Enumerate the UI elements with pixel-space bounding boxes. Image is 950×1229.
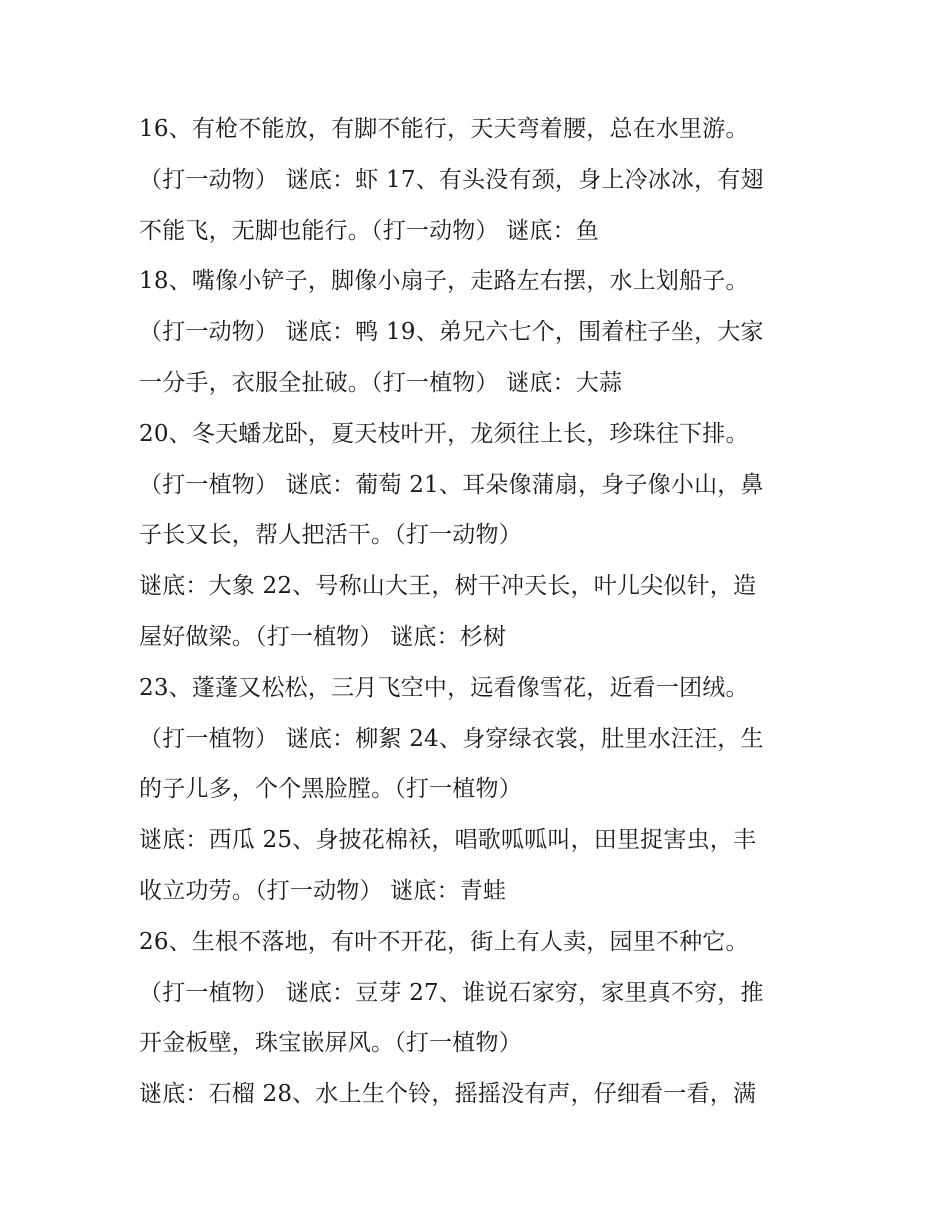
text-line: 不能飞，无脚也能行。（打一动物） 谜底：鱼: [139, 217, 600, 244]
text-line: 16、有枪不能放，有脚不能行，天天弯着腰，总在水里游。: [139, 116, 749, 142]
text-line: 谜底：大象 22、号称山大王，树干冲天长，叶儿尖似针，造: [139, 573, 757, 600]
text-line: 23、蓬蓬又松松，三月飞空中，远看像雪花，近看一团绒。: [139, 674, 749, 701]
text-line: （打一动物） 谜底：鸭 19、弟兄六七个，围着柱子坐，大家: [139, 319, 764, 346]
text-line: （打一动物） 谜底：虾 17、有头没有颈，身上冷冰冰，有翅: [139, 166, 764, 193]
text-line: 开金板壁，珠宝嵌屏风。（打一植物）: [139, 1030, 522, 1057]
text-line: 子长又长，帮人把活干。（打一动物）: [139, 522, 522, 549]
text-line: 谜底：西瓜 25、身披花棉袄，唱歌呱呱叫，田里捉害虫，丰: [139, 827, 757, 854]
text-line: （打一植物） 谜底：葡萄 21、耳朵像蒲扇，身子像小山，鼻: [139, 471, 764, 498]
text-line: 20、冬天蟠龙卧，夏天枝叶开，龙须往上长，珍珠往下排。: [139, 420, 749, 447]
text-line: （打一植物） 谜底：柳絮 24、身穿绿衣裳，肚里水汪汪，生: [139, 725, 764, 752]
text-line: 收立功劳。（打一动物） 谜底：青蛙: [139, 877, 507, 904]
text-line: 26、生根不落地，有叶不开花，街上有人卖，园里不种它。: [139, 928, 749, 955]
text-line: 一分手，衣服全扯破。（打一植物） 谜底：大蒜: [139, 369, 623, 396]
text-line: 屋好做梁。（打一植物） 谜底：杉树: [139, 623, 507, 650]
riddle-text-block: [139, 104, 819, 1120]
text-line: （打一植物） 谜底：豆芽 27、谁说石家穷，家里真不穷，推: [139, 979, 764, 1006]
text-line: 谜底：石榴 28、水上生个铃，摇摇没有声，仔细看一看，满: [139, 1081, 757, 1108]
text-line: 的子儿多，个个黑脸膛。（打一植物）: [139, 776, 522, 803]
text-line: 18、嘴像小铲子，脚像小扇子，走路左右摆，水上划船子。: [139, 268, 749, 295]
